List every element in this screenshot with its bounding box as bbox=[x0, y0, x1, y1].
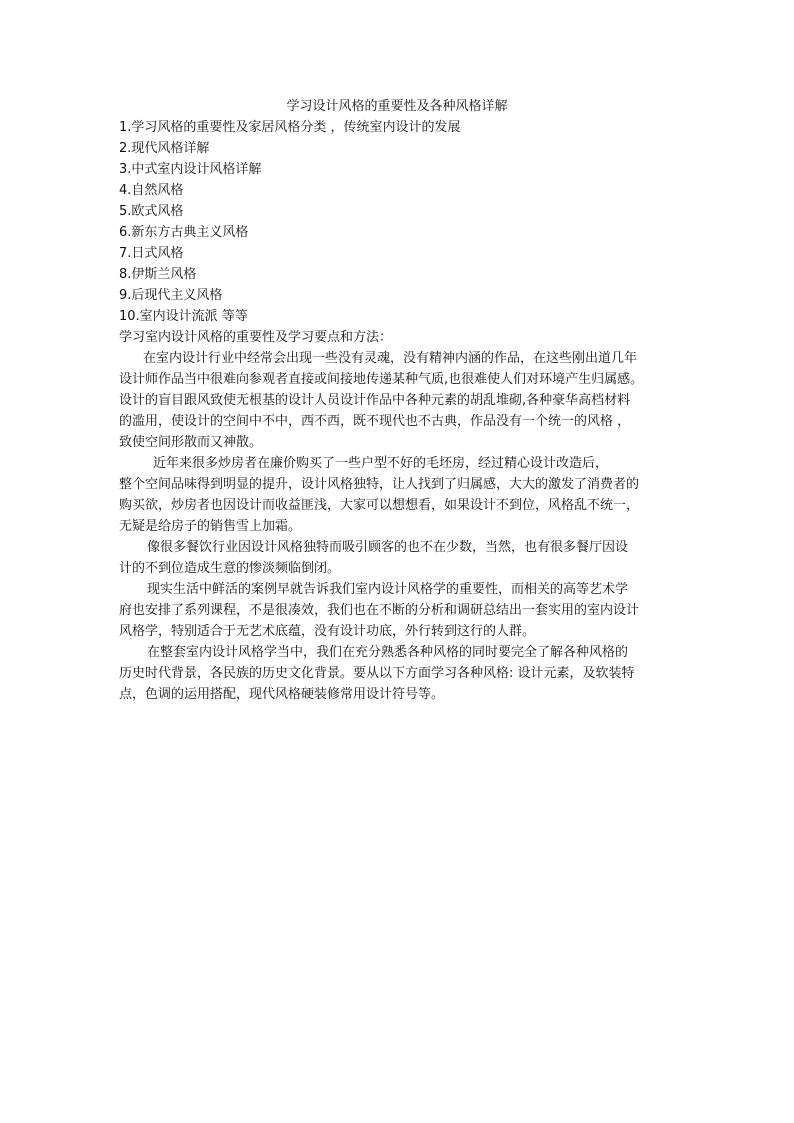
list-item: 5.欧式风格 bbox=[119, 204, 184, 219]
body-line: 致使空间形散而又神散。 bbox=[119, 435, 263, 450]
list-item: 3.中式室内设计风格详解 bbox=[119, 162, 262, 177]
list-item: 8.伊斯兰风格 bbox=[119, 267, 197, 282]
body-line: 无疑是给房子的销售雪上加霜。 bbox=[119, 519, 302, 534]
list-item: 6.新东方古典主义风格 bbox=[119, 225, 249, 240]
body-line: 现实生活中鲜活的案例早就告诉我们室内设计风格学的重要性，而相关的高等艺术学 bbox=[147, 582, 629, 597]
list-item: 7.日式风格 bbox=[119, 246, 184, 261]
body-line: 近年来很多炒房者在廉价购买了一些户型不好的毛坯房，经过精心设计改造后， bbox=[153, 456, 609, 471]
list-item: 1.学习风格的重要性及家居风格分类 ，传统室内设计的发展 bbox=[119, 120, 461, 135]
list-item: 10.室内设计流派 等等 bbox=[119, 309, 248, 324]
body-line: 的滥用，使设计的空间中不中，西不西，既不现代也不古典，作品没有一个统一的风格 ， bbox=[119, 414, 631, 429]
body-line: 在整套室内设计风格学当中，我们在充分熟悉各种风格的同时要完全了解各种风格的 bbox=[147, 645, 629, 660]
body-line: 整个空间品味得到明显的提升，设计风格独特，让人找到了归属感，大大的激发了消费者的 bbox=[119, 477, 640, 492]
body-line: 在室内设计行业中经常会出现一些没有灵魂，没有精神内涵的作品，在这些刚出道几年 bbox=[143, 351, 638, 366]
list-item: 4.自然风格 bbox=[119, 183, 184, 198]
body-line: 购买欲，炒房者也因设计而收益匪浅，大家可以想想看，如果设计不到位，风格乱不统一， bbox=[119, 498, 640, 513]
style-list bbox=[119, 117, 689, 327]
body-line: 府也安排了系列课程，不是很凑效，我们也在不断的分析和调研总结出一套实用的室内设计 bbox=[119, 603, 640, 618]
section-heading: 学习室内设计风格的重要性及学习要点和方法： bbox=[119, 330, 393, 345]
body-text bbox=[119, 327, 689, 705]
body-line: 像很多餐饮行业因设计风格独特而吸引顾客的也不在少数，当然，也有很多餐厅因设 bbox=[147, 540, 629, 555]
body-line: 风格学，特别适合于无艺术底蕴，没有设计功底，外行转到这行的人群。 bbox=[119, 624, 536, 639]
body-line: 计的不到位造成生意的惨淡频临倒闭。 bbox=[119, 561, 341, 576]
body-line: 历史时代背景，各民族的历史文化背景。要从以下方面学习各种风格: 设计元素，及软装特 bbox=[119, 666, 635, 681]
list-item: 9.后现代主义风格 bbox=[119, 288, 223, 303]
document-title: 学习设计风格的重要性及各种风格详解 bbox=[286, 99, 508, 114]
body-line: 设计的盲目跟风致使无根基的设计人员设计作品中各种元素的胡乱堆砌,各种豪华高档材料 bbox=[119, 393, 631, 408]
body-line: 设计师作品当中很难向参观者直接或间接地传递某种气质,也很难使人们对环境产生归属感。 bbox=[119, 372, 644, 387]
list-item: 2.现代风格详解 bbox=[119, 141, 210, 156]
body-line: 点，色调的运用搭配，现代风格硬装修常用设计符号等。 bbox=[119, 687, 445, 702]
